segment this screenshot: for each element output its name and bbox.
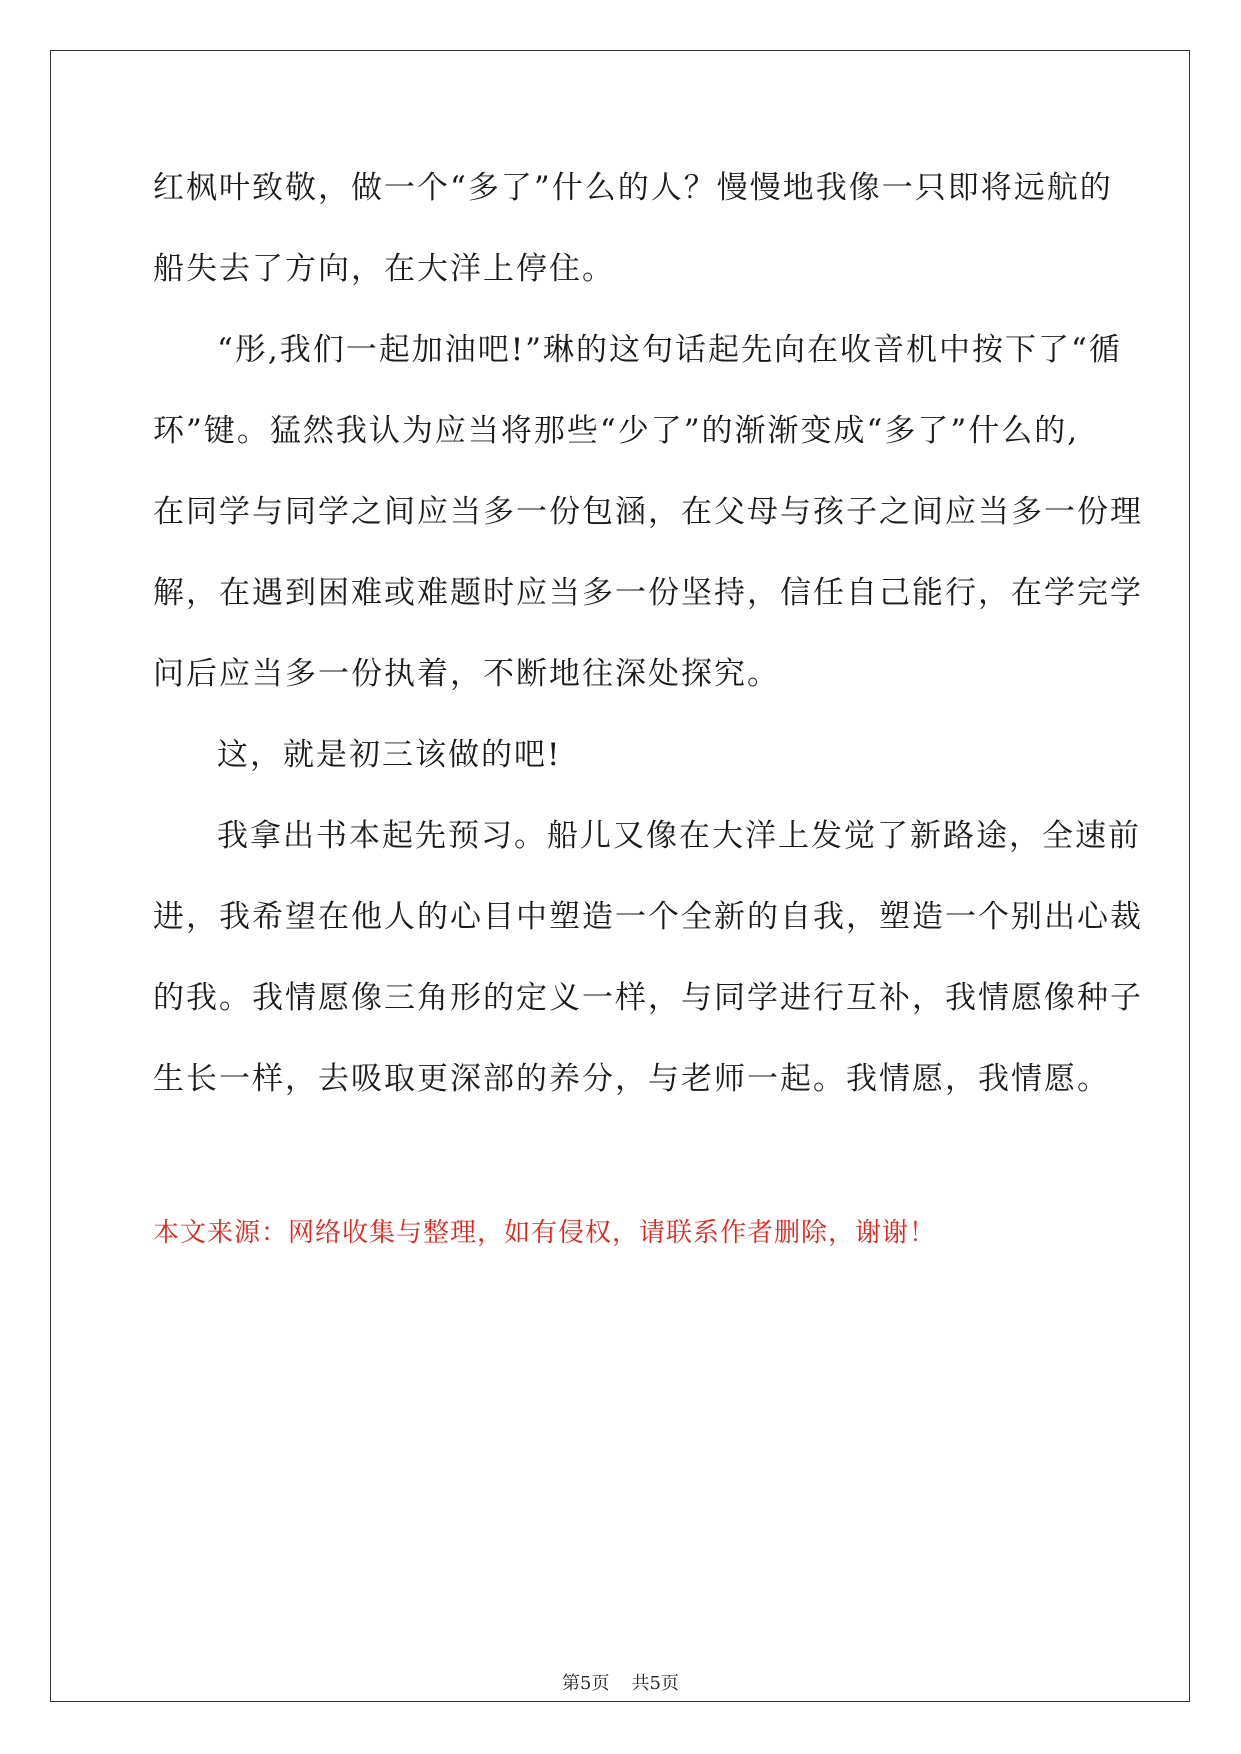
text-line: 这，就是初三该做的吧!	[217, 737, 562, 773]
text-line: 环”键。猛然我认为应当将那些“少了”的渐渐变成“多了”什么的,	[153, 413, 1080, 449]
paragraph-continued	[153, 148, 1113, 310]
text-line: 我拿出书本起先预习。船儿又像在大洋上发觉了新路途，全速前	[217, 818, 1141, 854]
text-line: 进，我希望在他人的心目中塑造一个全新的自我，塑造一个别出心裁	[153, 899, 1143, 935]
text-line: “彤,我们一起加油吧!”琳的这句话起先向在收音机中按下了“循	[217, 332, 1122, 368]
current-page-number: 第5页	[562, 1673, 610, 1694]
text-line: 解，在遇到困难或难题时应当多一份坚持，信任自己能行，在学完学	[153, 575, 1143, 611]
text-line: 红枫叶致敬，做一个“多了”什么的人？慢慢地我像一只即将远航的	[153, 170, 1113, 206]
source-note: 本文来源：网络收集与整理，如有侵权，请联系作者删除，谢谢！	[153, 1218, 937, 1248]
total-page-count: 共5页	[631, 1673, 679, 1694]
text-line: 在同学与同学之间应当多一份包涵，在父母与孩子之间应当多一份理	[153, 494, 1143, 530]
page-footer	[0, 1672, 1241, 1696]
text-line: 船失去了方向，在大洋上停住。	[153, 251, 615, 287]
text-line: 生长一样，去吸取更深部的养分，与老师一起。我情愿，我情愿。	[153, 1061, 1110, 1097]
paragraph-final	[153, 796, 1143, 1120]
text-line: 问后应当多一份执着，不断地往深处探究。	[153, 656, 780, 692]
text-line: 的我。我情愿像三角形的定义一样，与同学进行互补，我情愿像种子	[153, 980, 1143, 1016]
paragraph-dialogue	[153, 310, 1143, 715]
paragraph-short	[153, 715, 1093, 796]
